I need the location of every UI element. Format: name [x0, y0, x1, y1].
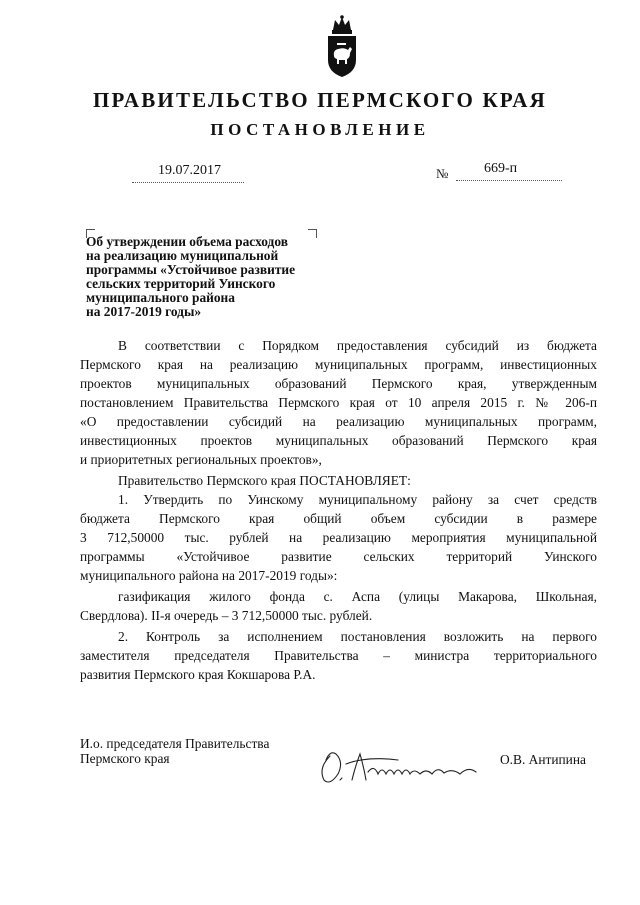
signatory-title: [80, 736, 269, 766]
body-line: программы «Устойчивое развитие сельских территорий Уинского: [80, 549, 597, 564]
organization-title: ПРАВИТЕЛЬСТВО ПЕРМСКОГО КРАЯ: [92, 88, 547, 112]
subject-line: на 2017-2019 годы»: [86, 304, 202, 319]
body-line: проектов муниципальных образований Пермского края, утвержденным: [80, 376, 597, 391]
number-sign: №: [436, 166, 449, 181]
body-line: 3 712,50000 тыс. рублей на реализацию мероприятия муниципальной: [80, 530, 597, 545]
body-line: газификация жилого фонда с. Аспа (улицы Макарова, Школьная,: [118, 589, 597, 604]
body-line: Пермского края на реализацию муниципальных программ, инвестиционных: [80, 357, 597, 372]
document-number-field: [456, 160, 562, 181]
body-line: заместителя председателя Правительства – министра территориального: [80, 648, 597, 663]
body-line: Свердлова). II-я очередь – 3 712,50000 тыс. рублей.: [80, 608, 373, 623]
body-line: и приоритетных региональных проектов»,: [80, 452, 322, 467]
signatory-title-line: И.о. председателя Правительства: [80, 736, 270, 751]
subject-line: сельских территорий Уинского: [86, 276, 276, 291]
perm-krai-coat-of-arms-icon: [322, 14, 362, 78]
body-line: инвестиционных проектов муниципальных образований Пермского края: [80, 433, 597, 448]
handwritten-signature: [316, 746, 486, 786]
document-subject: [86, 235, 336, 319]
document-date-field: [132, 162, 244, 183]
body-line: 2. Контроль за исполнением постановления возложить на первого: [118, 629, 597, 644]
document-number: 669-п: [484, 161, 518, 176]
subject-line: Об утверждении объема расходов: [86, 234, 288, 249]
subject-line: программы «Устойчивое развитие: [86, 262, 296, 277]
document-type: ПОСТАНОВЛЕНИЕ: [210, 120, 430, 139]
body-line: 1. Утвердить по Уинскому муниципальному району за счет средств: [118, 492, 597, 507]
body-line: Правительство Пермского края ПОСТАНОВЛЯЕТ:: [118, 473, 411, 488]
signatory-name: О.В. Антипина: [500, 752, 586, 767]
signatory-title-line: Пермского края: [80, 751, 170, 766]
body-line: развития Пермского края Кокшарова Р.А.: [80, 667, 316, 682]
body-line: В соответствии с Порядком предоставления субсидий из бюджета: [118, 338, 597, 353]
subject-line: муниципального района: [86, 290, 235, 305]
body-line: муниципального района на 2017-2019 годы»:: [80, 568, 338, 583]
document-date: 19.07.2017: [158, 163, 221, 178]
body-line: бюджета Пермского края общий объем субсидии в размере: [80, 511, 597, 526]
body-line: постановлением Правительства Пермского края от 10 апреля 2015 г. № 206-п: [80, 395, 597, 410]
subject-line: на реализацию муниципальной: [86, 248, 279, 263]
body-line: «О предоставлении субсидий на реализацию муниципальных программ,: [80, 414, 597, 429]
